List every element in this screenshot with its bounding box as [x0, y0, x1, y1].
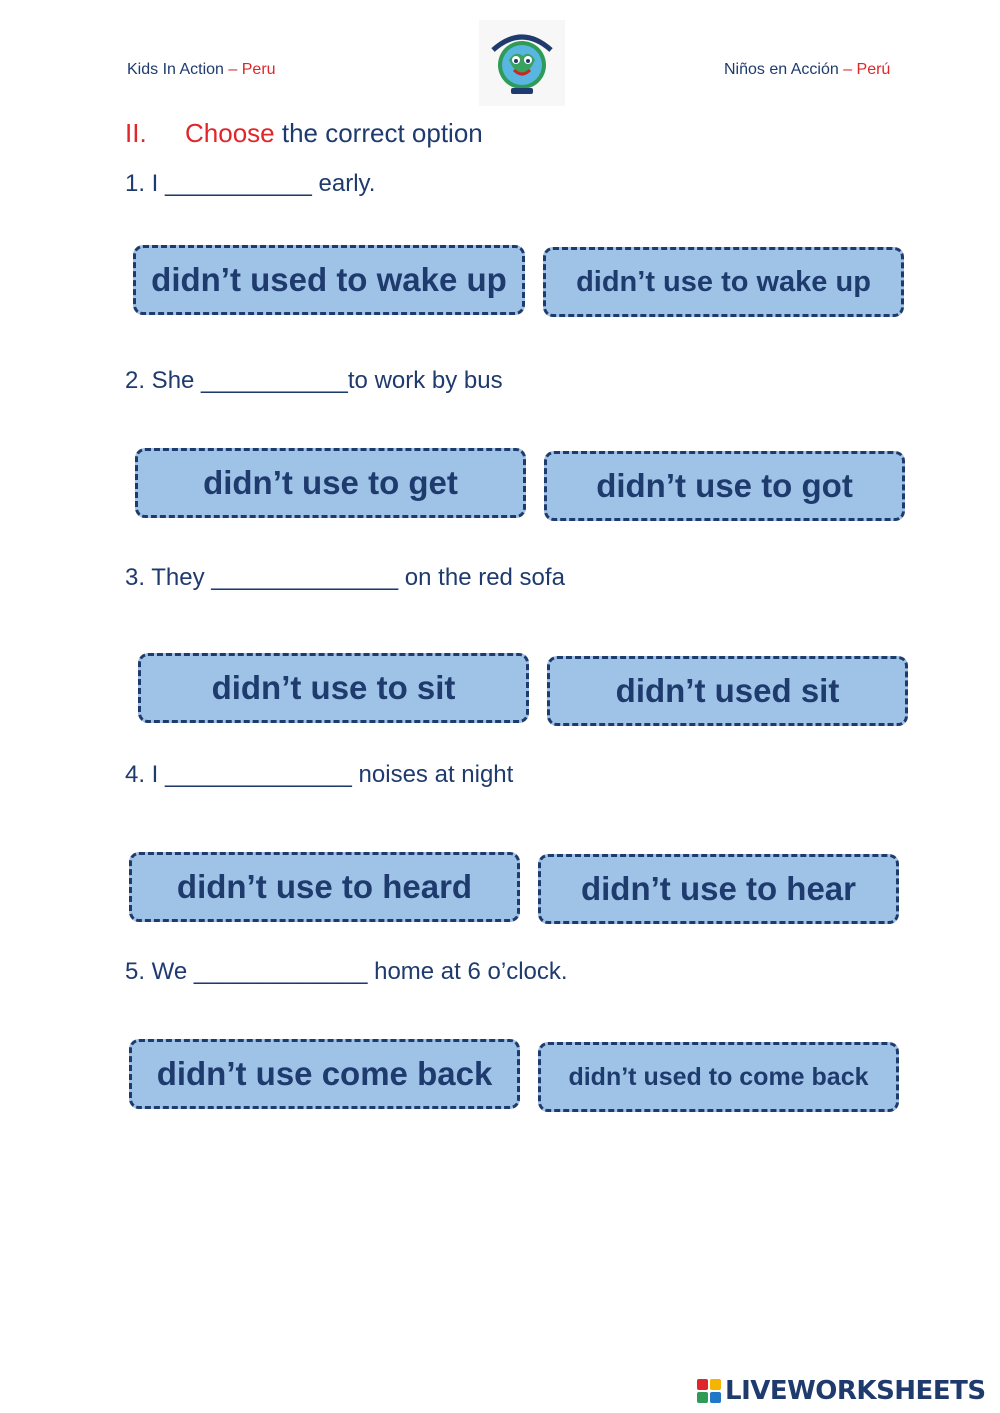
- q3-option-b[interactable]: didn’t used sit: [547, 656, 908, 726]
- q2-option-a[interactable]: didn’t use to get: [135, 448, 526, 518]
- section-title-rest: the correct option: [274, 118, 483, 148]
- question-3-text: 3. They ______________ on the red sofa: [125, 564, 565, 591]
- question-2-text: 2. She ___________to work by bus: [125, 367, 503, 394]
- q1-option-b[interactable]: didn’t use to wake up: [543, 247, 904, 317]
- q4-option-b[interactable]: didn’t use to hear: [538, 854, 899, 924]
- question-1-text: 1. I ___________ early.: [125, 170, 376, 197]
- header-left-text: [127, 61, 276, 79]
- q1-option-a[interactable]: didn’t used to wake up: [133, 245, 525, 315]
- q5-option-b[interactable]: didn’t used to come back: [538, 1042, 899, 1112]
- q4-option-a[interactable]: didn’t use to heard: [129, 852, 520, 922]
- question-5-text: 5. We _____________ home at 6 o’clock.: [125, 958, 568, 985]
- liveworksheets-logo-icon: [697, 1379, 721, 1403]
- q5-option-a[interactable]: didn’t use come back: [129, 1039, 520, 1109]
- header-right-text: [724, 61, 890, 79]
- section-number: II.: [125, 118, 147, 148]
- kids-in-action-logo: [479, 20, 565, 106]
- section-title-highlight: Choose: [185, 118, 275, 148]
- q2-option-b[interactable]: didn’t use to got: [544, 451, 905, 521]
- header-right-country: – Perú: [843, 61, 891, 78]
- liveworksheets-brand: [697, 1376, 986, 1406]
- liveworksheets-wordmark: LIVEWORKSHEETS: [725, 1376, 986, 1406]
- q3-option-a[interactable]: didn’t use to sit: [138, 653, 529, 723]
- section-title: [125, 118, 483, 149]
- header-right-name: Niños en Acción: [724, 61, 839, 78]
- question-4-text: 4. I ______________ noises at night: [125, 761, 514, 788]
- header-left-name: Kids In Action: [127, 61, 224, 78]
- header-left-country: – Peru: [228, 61, 276, 78]
